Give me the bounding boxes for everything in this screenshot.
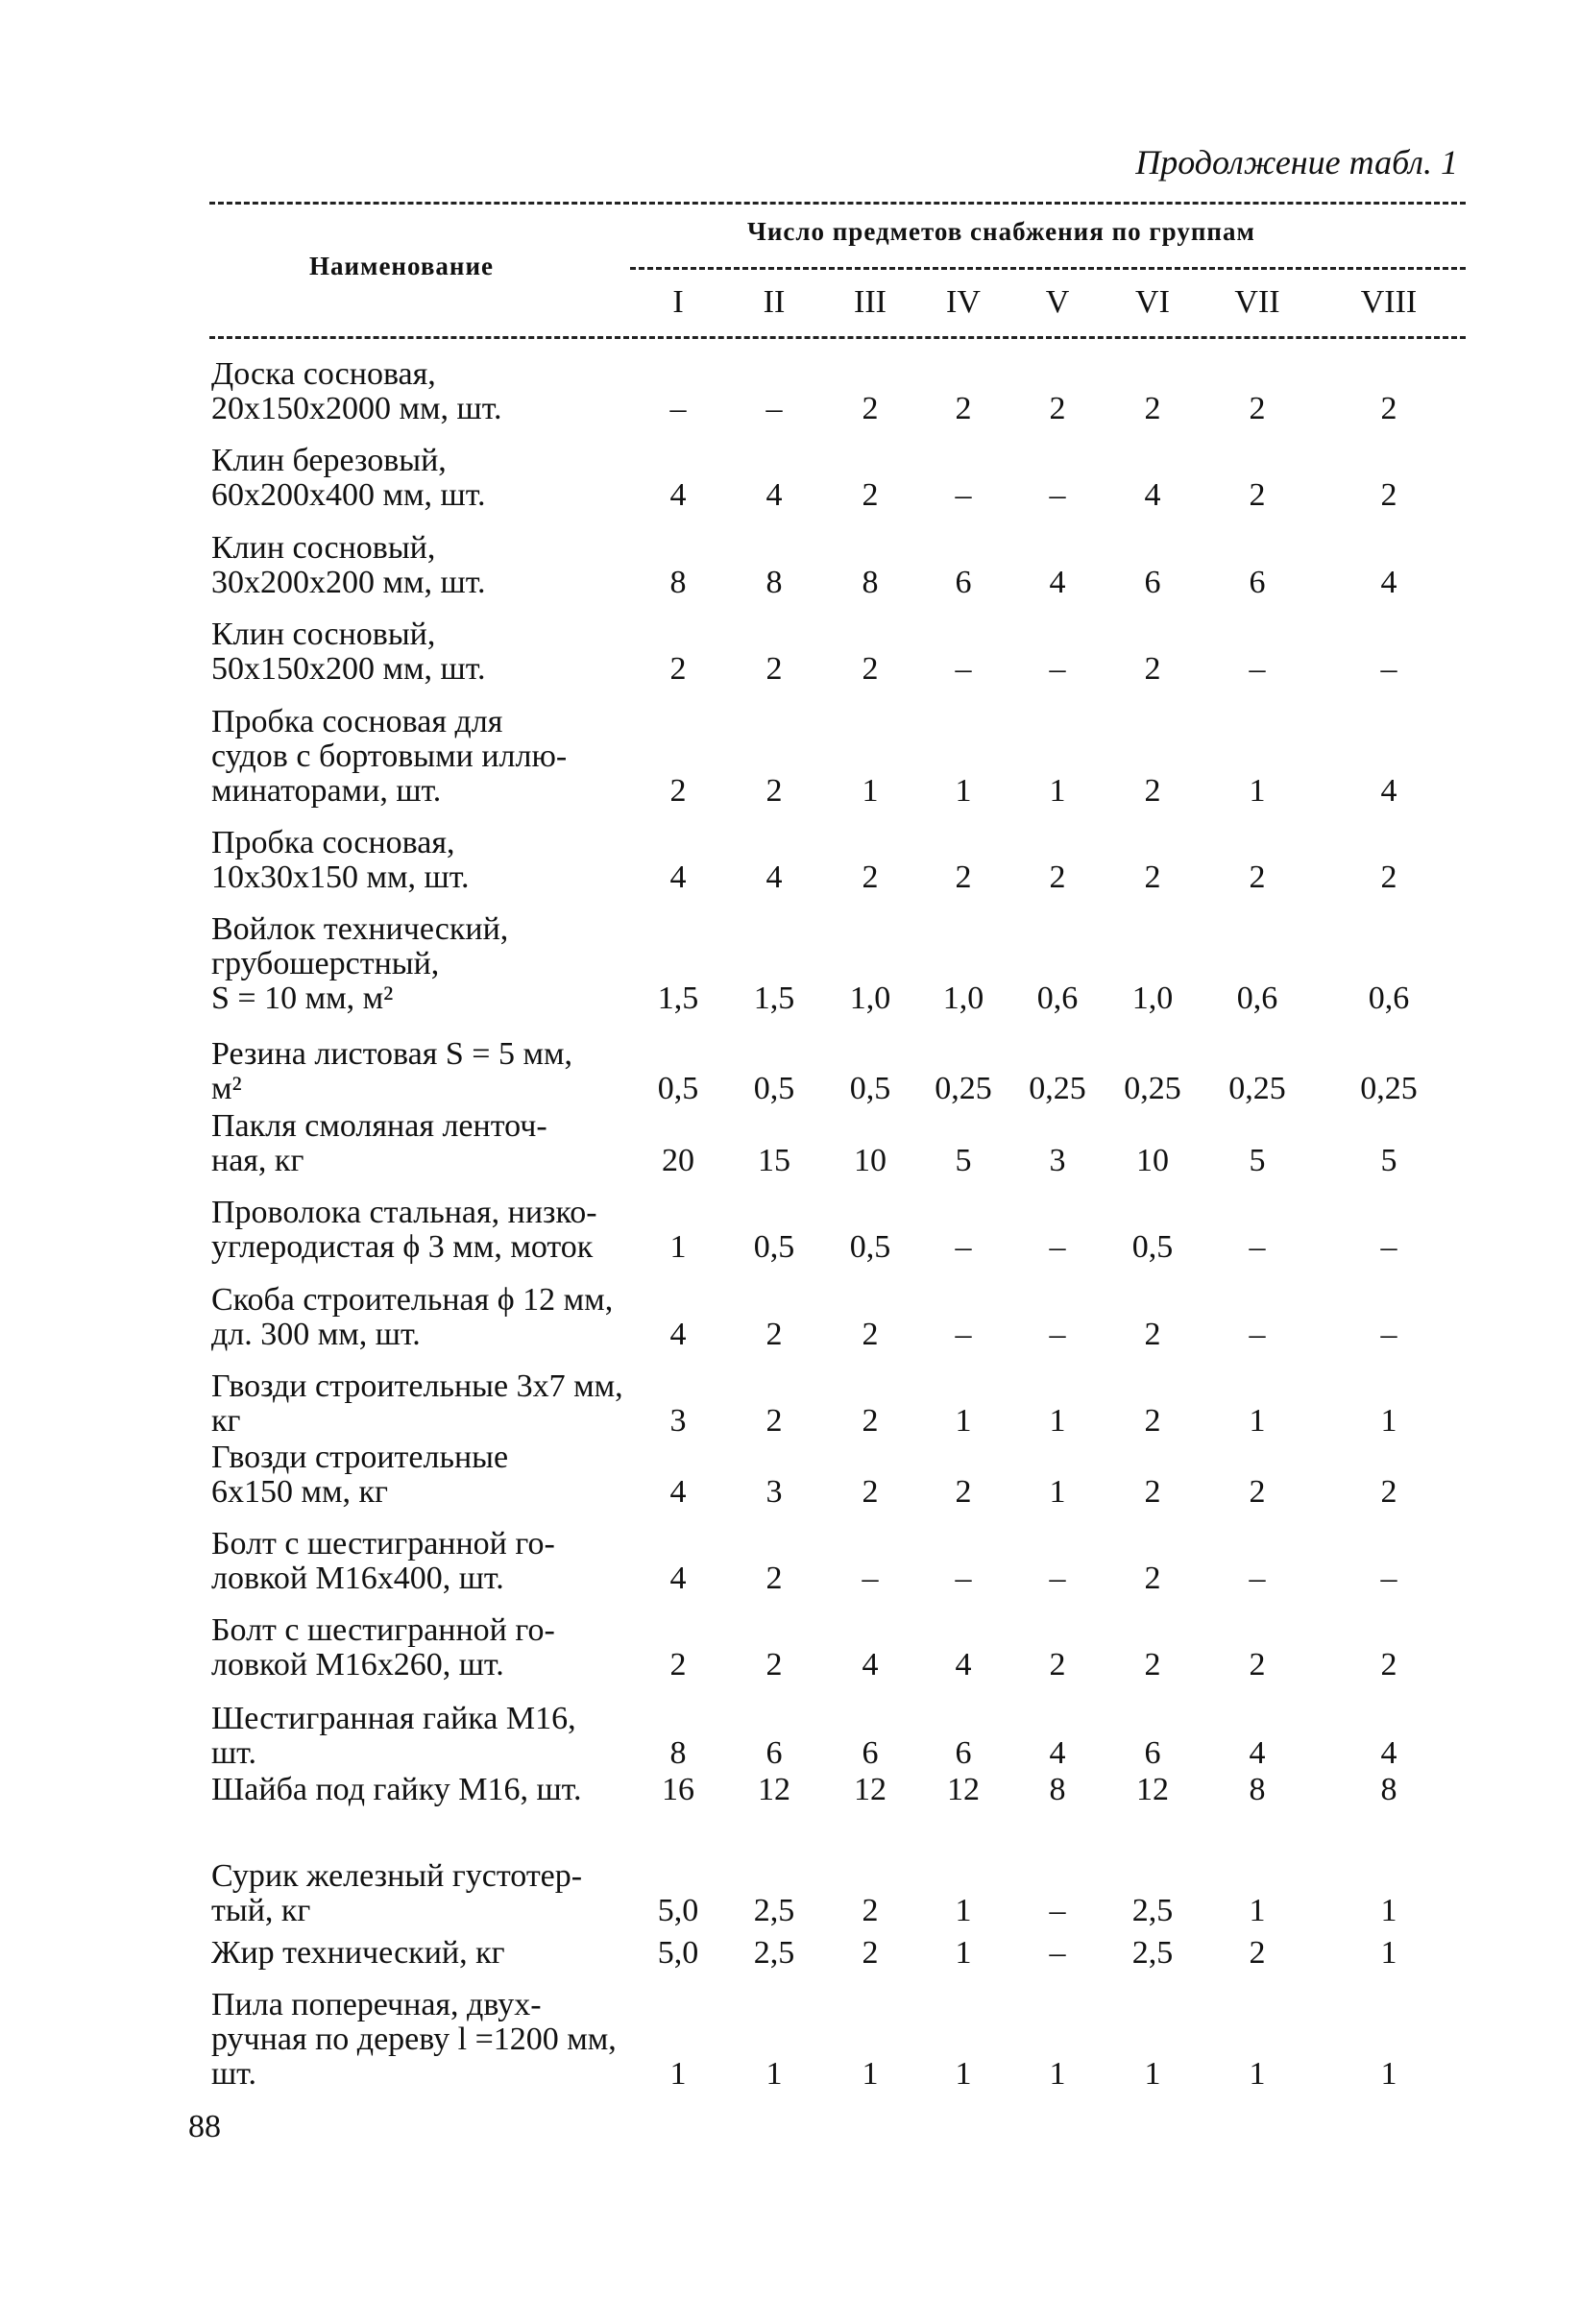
item-name: [211, 357, 663, 426]
group-value-3: 0,5: [849, 1071, 891, 1106]
group-value-8: –: [1380, 1317, 1397, 1352]
group-value-4: 5: [955, 1143, 972, 1178]
group-value-1: 3: [669, 1403, 687, 1439]
item-name: [211, 617, 663, 687]
group-value-4: 6: [955, 565, 972, 600]
group-value-5: 4: [1049, 1735, 1066, 1771]
group-value-5: 3: [1049, 1143, 1066, 1178]
group-value-3: 0,5: [849, 1229, 891, 1265]
group-header-6: VI: [1135, 284, 1170, 320]
group-value-2: 8: [765, 565, 783, 600]
group-value-1: 4: [669, 1474, 687, 1510]
group-value-2: 4: [765, 859, 783, 895]
header-bottom-rule: [209, 336, 1466, 339]
item-name-line: Сурик железный густотер-: [211, 1858, 583, 1894]
item-name: [211, 912, 663, 1016]
group-value-1: 8: [669, 565, 687, 600]
item-name: [211, 1440, 663, 1510]
group-value-8: 2: [1380, 859, 1397, 895]
group-value-8: 4: [1380, 565, 1397, 600]
group-value-5: 2: [1049, 859, 1066, 895]
item-name-line: Клин березовый,: [211, 443, 447, 478]
item-name-line: 10х30х150 мм, шт.: [211, 859, 470, 895]
group-value-8: 2: [1380, 1647, 1397, 1682]
group-header-1: I: [672, 284, 684, 320]
group-value-8: 8: [1380, 1772, 1397, 1807]
group-column-header: Число предметов снабжения по группам: [747, 217, 1255, 246]
group-value-7: 2: [1249, 477, 1266, 513]
group-header-rule: [630, 267, 1466, 270]
group-value-6: 2: [1144, 1317, 1161, 1352]
item-name: [211, 1196, 663, 1265]
item-name-line: тый, кг: [211, 1893, 311, 1928]
group-value-8: 1: [1380, 2056, 1397, 2092]
group-value-1: 5,0: [657, 1935, 699, 1971]
item-name-line: 50х150х200 мм, шт.: [211, 651, 486, 687]
item-name-line: S = 10 мм, м²: [211, 980, 394, 1016]
group-value-8: 1: [1380, 1893, 1397, 1928]
item-name-line: Пакля смоляная ленточ-: [211, 1108, 547, 1144]
group-value-3: 2: [862, 1935, 879, 1971]
group-value-6: 2: [1144, 1561, 1161, 1596]
item-name-line: 60х200х400 мм, шт.: [211, 477, 486, 513]
group-value-3: 12: [854, 1772, 887, 1807]
group-value-6: 2: [1144, 1647, 1161, 1682]
group-value-7: 0,25: [1228, 1071, 1286, 1106]
group-value-1: 20: [662, 1143, 694, 1178]
group-value-5: 1: [1049, 1403, 1066, 1439]
group-value-7: –: [1249, 651, 1266, 687]
item-name-line: Пробка сосновая для: [211, 704, 503, 739]
group-value-5: –: [1049, 1229, 1066, 1265]
group-value-3: 10: [854, 1143, 887, 1178]
group-value-3: 1: [862, 773, 879, 809]
item-name-line: 6х150 мм, кг: [211, 1474, 388, 1510]
group-value-2: 2: [765, 651, 783, 687]
item-name-line: Резина листовая S = 5 мм,: [211, 1036, 572, 1072]
item-name: [211, 1773, 663, 1807]
item-name-line: Скоба строительная ϕ 12 мм,: [211, 1282, 614, 1318]
page-number: 88: [188, 2109, 221, 2144]
group-value-5: 2: [1049, 391, 1066, 426]
group-value-4: –: [955, 651, 972, 687]
item-name-line: ная, кг: [211, 1143, 304, 1178]
item-name-line: минаторами, шт.: [211, 773, 442, 809]
group-value-6: 0,25: [1124, 1071, 1181, 1106]
group-value-7: 1: [1249, 2056, 1266, 2092]
group-value-5: 2: [1049, 1647, 1066, 1682]
group-value-5: –: [1049, 1893, 1066, 1928]
group-value-7: 2: [1249, 1474, 1266, 1510]
group-value-1: 1: [669, 2056, 687, 2092]
group-value-3: 1,0: [849, 980, 891, 1016]
group-value-2: –: [765, 391, 783, 426]
item-name-line: Войлок технический,: [211, 911, 509, 947]
group-value-6: 6: [1144, 565, 1161, 600]
group-value-6: 2: [1144, 391, 1161, 426]
group-value-1: 16: [662, 1772, 694, 1807]
group-value-1: 8: [669, 1735, 687, 1771]
item-name: [211, 1702, 663, 1771]
group-value-2: 3: [765, 1474, 783, 1510]
group-value-4: 0,25: [935, 1071, 992, 1106]
item-name: [211, 826, 663, 895]
group-value-3: 8: [862, 565, 879, 600]
item-name-line: ловкой М16х400, шт.: [211, 1561, 504, 1596]
item-name: [211, 1859, 663, 1928]
group-value-8: 5: [1380, 1143, 1397, 1178]
group-value-3: 2: [862, 1317, 879, 1352]
group-value-2: 2,5: [753, 1935, 795, 1971]
group-value-4: 1: [955, 1893, 972, 1928]
item-name-line: кг: [211, 1403, 241, 1439]
group-value-7: 1: [1249, 1403, 1266, 1439]
item-name: [211, 1936, 663, 1971]
item-name: [211, 1037, 663, 1106]
group-value-7: 4: [1249, 1735, 1266, 1771]
group-value-7: 1: [1249, 1893, 1266, 1928]
group-value-5: 8: [1049, 1772, 1066, 1807]
group-value-6: 2,5: [1131, 1935, 1174, 1971]
item-name-line: Пробка сосновая,: [211, 825, 455, 860]
group-value-3: 2: [862, 1474, 879, 1510]
group-value-6: 2: [1144, 859, 1161, 895]
item-name-line: углеродистая ϕ 3 мм, моток: [211, 1229, 594, 1265]
group-value-6: 2: [1144, 773, 1161, 809]
group-header-4: IV: [946, 284, 981, 320]
group-value-7: 2: [1249, 1647, 1266, 1682]
group-value-5: –: [1049, 477, 1066, 513]
group-value-4: 2: [955, 1474, 972, 1510]
group-value-5: 1: [1049, 2056, 1066, 2092]
item-name: [211, 1283, 663, 1352]
name-column-header: Наименование: [309, 252, 494, 280]
group-value-7: 1: [1249, 773, 1266, 809]
item-name-line: Гвозди строительные: [211, 1440, 509, 1475]
group-value-2: 4: [765, 477, 783, 513]
item-name: [211, 1613, 663, 1682]
group-value-2: 12: [758, 1772, 790, 1807]
group-value-6: 1: [1144, 2056, 1161, 2092]
group-value-6: 4: [1144, 477, 1161, 513]
group-value-5: 0,6: [1036, 980, 1079, 1016]
group-value-7: –: [1249, 1317, 1266, 1352]
item-name-line: 30х200х200 мм, шт.: [211, 565, 486, 600]
group-value-8: 2: [1380, 477, 1397, 513]
group-value-1: 1,5: [657, 980, 699, 1016]
group-value-1: 1: [669, 1229, 687, 1265]
group-value-2: 2: [765, 1317, 783, 1352]
group-value-2: 2: [765, 1403, 783, 1439]
group-value-8: 1: [1380, 1403, 1397, 1439]
group-value-5: 1: [1049, 773, 1066, 809]
group-value-3: 1: [862, 2056, 879, 2092]
group-value-2: 15: [758, 1143, 790, 1178]
group-value-3: 2: [862, 1893, 879, 1928]
group-value-1: 4: [669, 859, 687, 895]
group-value-7: –: [1249, 1229, 1266, 1265]
item-name: [211, 531, 663, 600]
group-value-1: 2: [669, 773, 687, 809]
item-name: [211, 444, 663, 513]
group-value-1: –: [669, 391, 687, 426]
group-value-5: –: [1049, 1317, 1066, 1352]
group-header-3: III: [854, 284, 887, 320]
group-value-1: 4: [669, 477, 687, 513]
item-name-line: Гвозди строительные 3х7 мм,: [211, 1368, 623, 1404]
group-value-6: 1,0: [1131, 980, 1174, 1016]
group-value-8: 0,6: [1368, 980, 1410, 1016]
group-value-4: 2: [955, 859, 972, 895]
group-header-2: II: [763, 284, 786, 320]
group-value-2: 0,5: [753, 1071, 795, 1106]
group-value-7: –: [1249, 1561, 1266, 1596]
table-top-rule: [209, 202, 1466, 205]
group-value-4: –: [955, 1317, 972, 1352]
group-value-8: 1: [1380, 1935, 1397, 1971]
item-name: [211, 1527, 663, 1596]
group-value-1: 5,0: [657, 1893, 699, 1928]
item-name-line: шт.: [211, 2056, 256, 2092]
item-name: [211, 705, 663, 809]
group-value-5: –: [1049, 1561, 1066, 1596]
group-header-5: V: [1045, 284, 1070, 320]
group-value-3: 2: [862, 391, 879, 426]
group-header-7: VII: [1234, 284, 1280, 320]
group-header-8: VIII: [1360, 284, 1418, 320]
group-value-5: –: [1049, 1935, 1066, 1971]
group-value-2: 1,5: [753, 980, 795, 1016]
group-value-8: 2: [1380, 391, 1397, 426]
group-value-5: 0,25: [1029, 1071, 1086, 1106]
group-value-7: 8: [1249, 1772, 1266, 1807]
group-value-5: 1: [1049, 1474, 1066, 1510]
group-value-4: 1,0: [942, 980, 984, 1016]
group-value-8: 4: [1380, 1735, 1397, 1771]
group-value-3: 2: [862, 1403, 879, 1439]
item-name-line: м²: [211, 1071, 242, 1106]
group-value-7: 2: [1249, 1935, 1266, 1971]
group-value-8: 2: [1380, 1474, 1397, 1510]
item-name-line: Доска сосновая,: [211, 356, 436, 392]
group-value-4: 1: [955, 1403, 972, 1439]
group-value-1: 4: [669, 1561, 687, 1596]
group-value-4: 1: [955, 773, 972, 809]
group-value-8: –: [1380, 1229, 1397, 1265]
group-value-4: 12: [947, 1772, 980, 1807]
group-value-2: 2: [765, 1647, 783, 1682]
group-value-4: 1: [955, 1935, 972, 1971]
group-value-2: 2: [765, 773, 783, 809]
item-name-line: ловкой М16х260, шт.: [211, 1647, 504, 1682]
item-name: [211, 1109, 663, 1178]
item-name-line: Клин сосновый,: [211, 617, 436, 652]
group-value-3: 4: [862, 1647, 879, 1682]
item-name-line: 20х150х2000 мм, шт.: [211, 391, 502, 426]
group-value-1: 2: [669, 1647, 687, 1682]
item-name-line: шт.: [211, 1735, 256, 1771]
group-value-5: –: [1049, 651, 1066, 687]
group-value-3: –: [862, 1561, 879, 1596]
item-name-line: ручная по дереву l =1200 мм,: [211, 2021, 617, 2057]
group-value-8: 0,25: [1360, 1071, 1418, 1106]
item-name-line: грубошерстный,: [211, 946, 440, 981]
group-value-7: 2: [1249, 391, 1266, 426]
group-value-8: 4: [1380, 773, 1397, 809]
group-value-6: 10: [1136, 1143, 1169, 1178]
group-value-6: 6: [1144, 1735, 1161, 1771]
item-name-line: Болт с шестигранной го-: [211, 1526, 555, 1561]
group-value-2: 2,5: [753, 1893, 795, 1928]
item-name: [211, 1369, 663, 1439]
group-value-4: –: [955, 477, 972, 513]
group-value-2: 6: [765, 1735, 783, 1771]
group-value-1: 0,5: [657, 1071, 699, 1106]
item-name-line: судов с бортовыми иллю-: [211, 738, 568, 774]
group-value-2: 2: [765, 1561, 783, 1596]
item-name: [211, 1988, 663, 2092]
group-value-4: 6: [955, 1735, 972, 1771]
group-value-1: 4: [669, 1317, 687, 1352]
group-value-3: 2: [862, 651, 879, 687]
group-value-6: 2: [1144, 651, 1161, 687]
group-value-6: 0,5: [1131, 1229, 1174, 1265]
group-value-3: 6: [862, 1735, 879, 1771]
item-name-line: Проволока стальная, низко-: [211, 1195, 597, 1230]
group-value-8: –: [1380, 1561, 1397, 1596]
item-name-line: Жир технический, кг: [211, 1935, 505, 1971]
group-value-8: –: [1380, 651, 1397, 687]
group-value-3: 2: [862, 859, 879, 895]
group-value-2: 1: [765, 2056, 783, 2092]
group-value-3: 2: [862, 477, 879, 513]
group-value-7: 2: [1249, 859, 1266, 895]
group-value-2: 0,5: [753, 1229, 795, 1265]
item-name-line: дл. 300 мм, шт.: [211, 1317, 421, 1352]
group-value-7: 5: [1249, 1143, 1266, 1178]
group-value-5: 4: [1049, 565, 1066, 600]
table-caption: Продолжение табл. 1: [1135, 143, 1458, 182]
group-value-7: 0,6: [1236, 980, 1278, 1016]
group-value-6: 2,5: [1131, 1893, 1174, 1928]
item-name-line: Шайба под гайку М16, шт.: [211, 1772, 582, 1807]
item-name-line: Болт с шестигранной го-: [211, 1612, 555, 1648]
group-value-6: 2: [1144, 1403, 1161, 1439]
item-name-line: Пила поперечная, двух-: [211, 1987, 542, 2022]
group-value-4: 4: [955, 1647, 972, 1682]
item-name-line: Клин сосновый,: [211, 530, 436, 566]
item-name-line: Шестигранная гайка М16,: [211, 1701, 576, 1736]
group-value-1: 2: [669, 651, 687, 687]
group-value-4: 2: [955, 391, 972, 426]
group-value-4: –: [955, 1229, 972, 1265]
group-value-6: 12: [1136, 1772, 1169, 1807]
group-value-7: 6: [1249, 565, 1266, 600]
group-value-6: 2: [1144, 1474, 1161, 1510]
group-value-4: 1: [955, 2056, 972, 2092]
group-value-4: –: [955, 1561, 972, 1596]
